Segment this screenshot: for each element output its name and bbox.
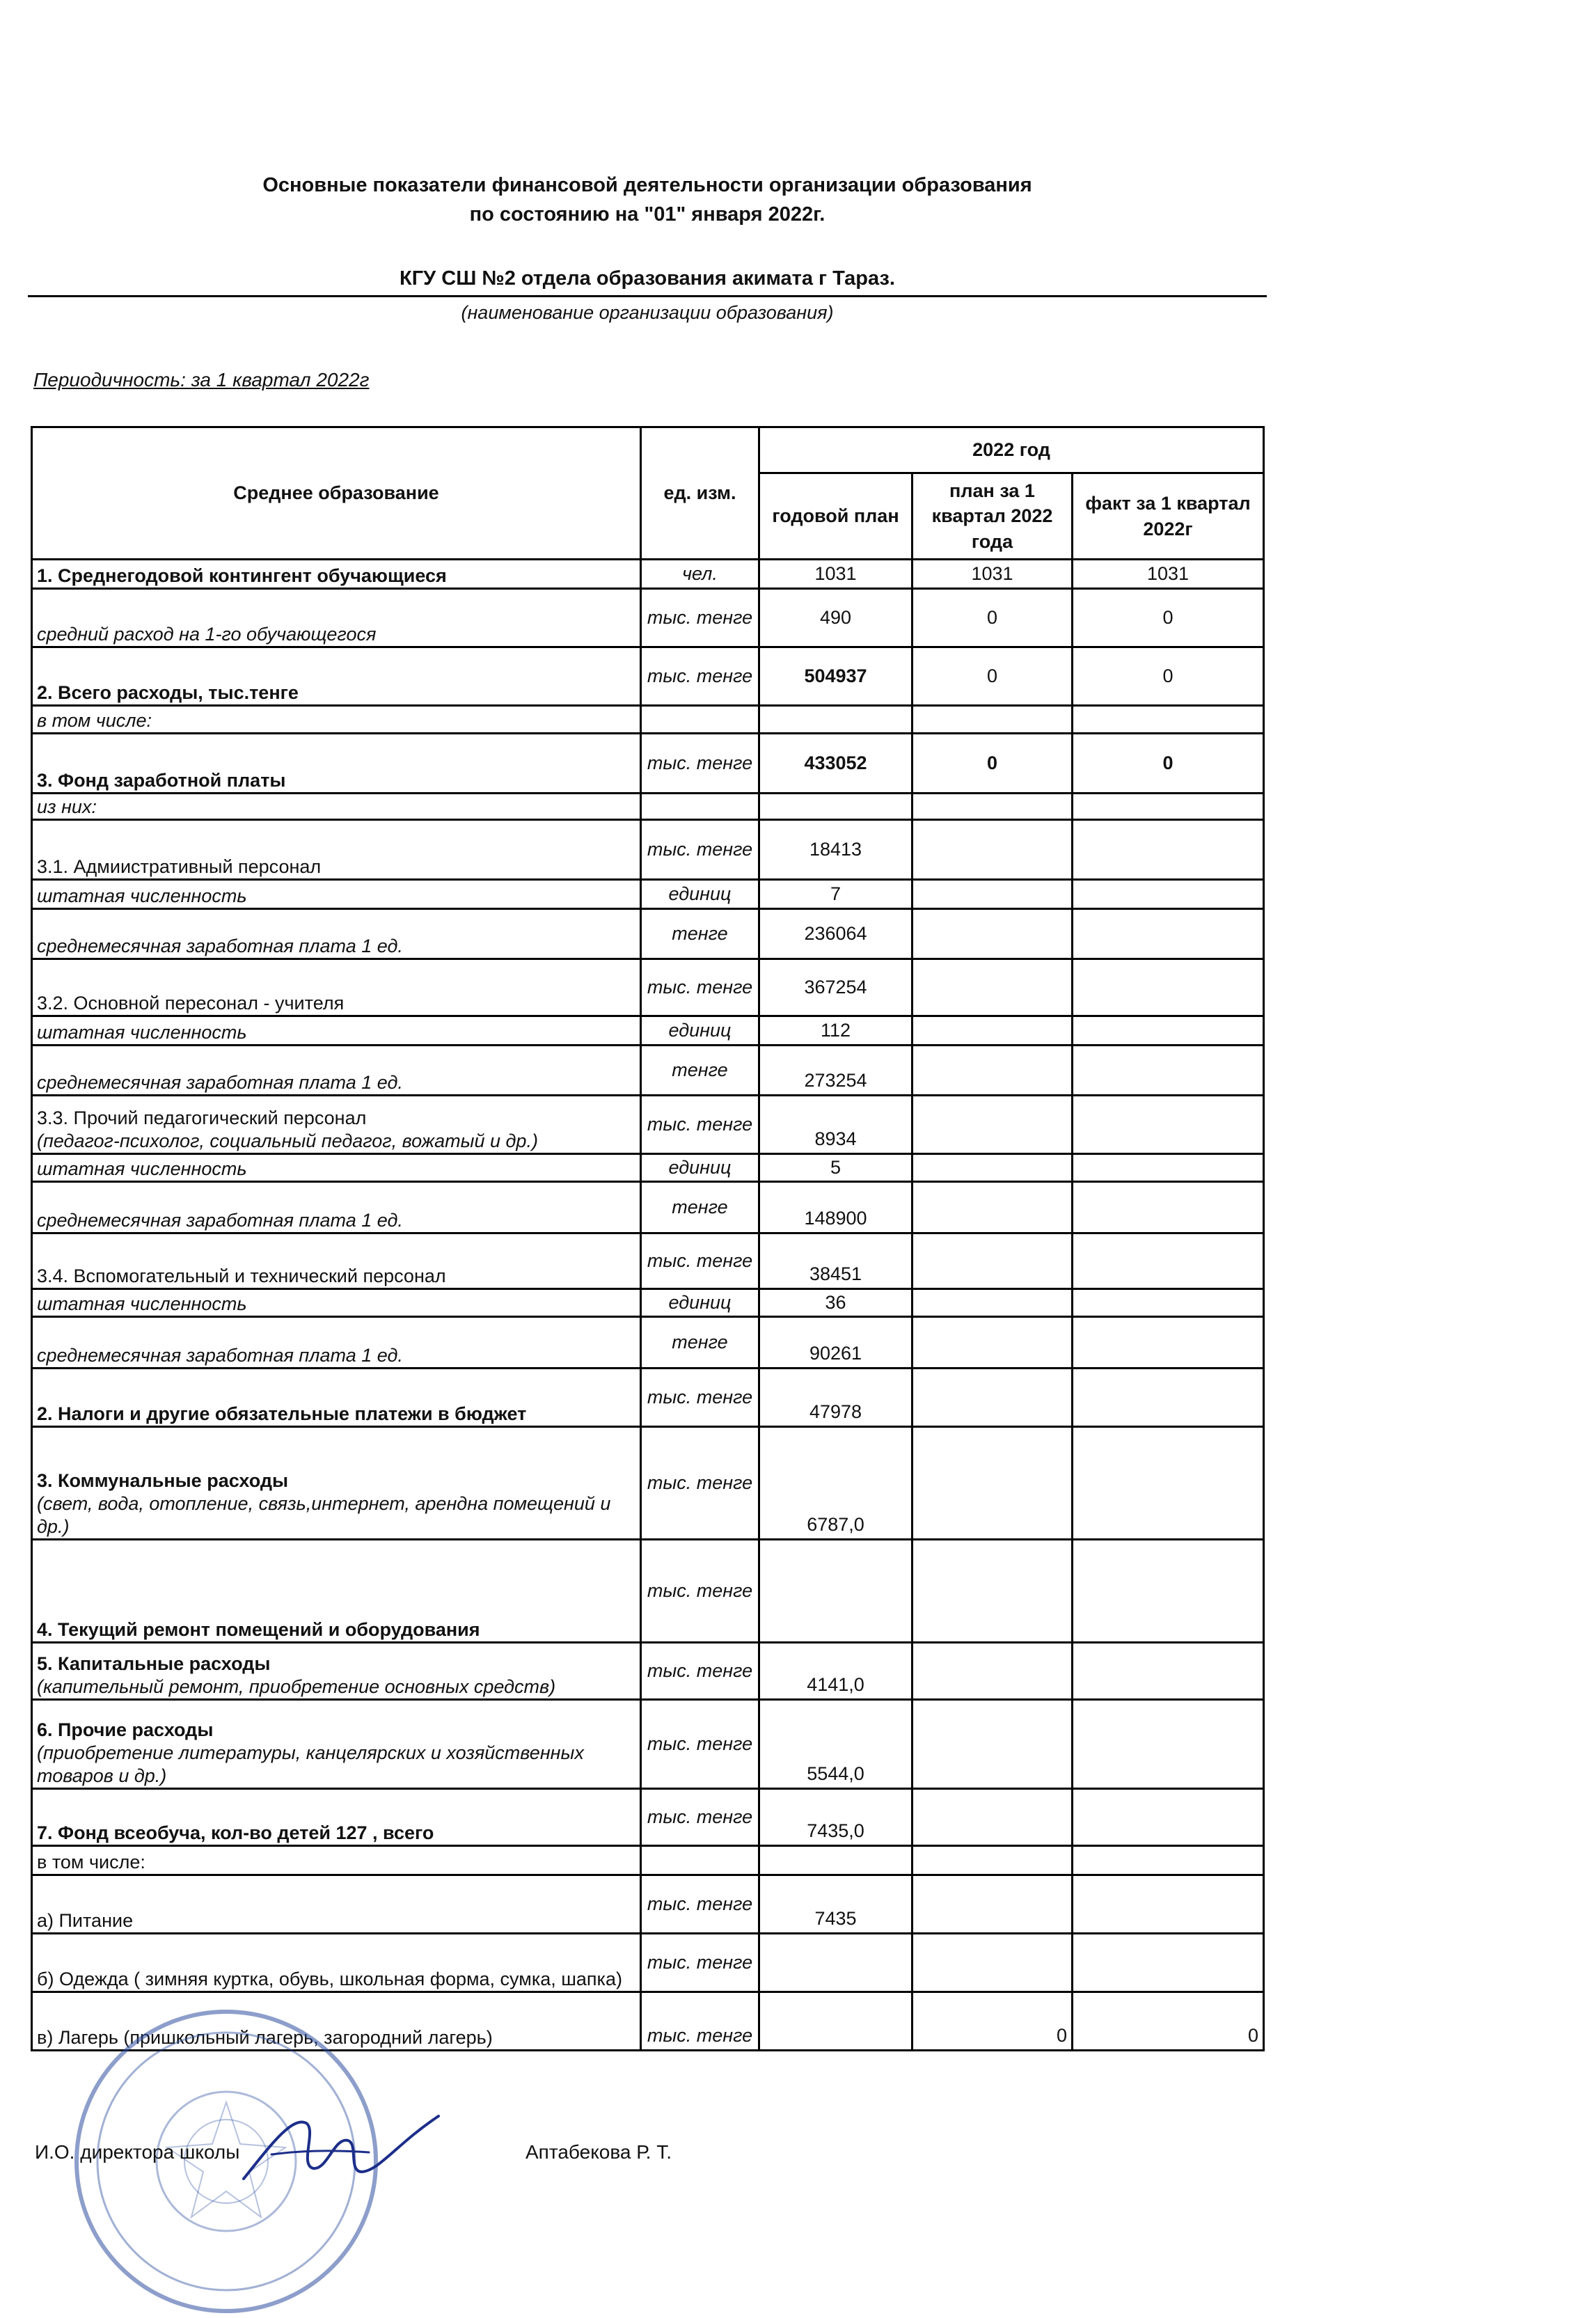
row-q1-fact (1073, 1540, 1264, 1643)
row-label: в) Лагерь (пришкольный лагерь, загородний лагерь) (32, 1992, 641, 2051)
row-q1-plan (912, 959, 1073, 1016)
row-unit: тенге (641, 1182, 759, 1233)
row-q1-fact (1073, 1182, 1264, 1233)
org-name: КГУ СШ №2 отдела образования акимата г Тараз. (400, 267, 895, 290)
table-row (32, 1016, 1264, 1046)
signature (230, 2102, 452, 2193)
table-row (32, 1700, 1264, 1789)
table-row (32, 1934, 1264, 1992)
row-label-detail: (свет, вода, отопление, связь,интернет, арендна помещений и др.) (37, 1493, 611, 1538)
row-q1-fact (1073, 1934, 1264, 1992)
row-annual: 90261 (759, 1317, 912, 1369)
row-q1-plan (912, 1643, 1073, 1700)
row-q1-fact (1073, 1789, 1264, 1846)
row-label-detail: (капительный ремонт, приобретение основных средств) (37, 1676, 556, 1698)
row-unit: тенге (641, 909, 759, 959)
table-row (32, 959, 1264, 1016)
row-q1-fact (1073, 1233, 1264, 1289)
row-label: 3.1. Адмиистративный персонал (32, 820, 641, 880)
row-unit: тыс. тенге (641, 1789, 759, 1846)
row-unit: тыс. тенге (641, 1700, 759, 1789)
row-q1-fact (1073, 1289, 1264, 1317)
row-q1-fact (1073, 794, 1264, 820)
row-unit: тыс. тенге (641, 959, 759, 1016)
table-row (32, 909, 1264, 959)
row-unit: тыс. тенге (641, 1369, 759, 1427)
row-label: штатная численность (32, 1154, 641, 1182)
row-q1-fact: 0 (1073, 589, 1264, 647)
row-unit: тыс. тенге (641, 820, 759, 880)
row-q1-plan (912, 1540, 1073, 1643)
row-annual: 5 (759, 1154, 912, 1182)
row-label: 5. Капитальные расходы (37, 1653, 271, 1675)
row-label: штатная численность (32, 880, 641, 909)
header-year: 2022 год (759, 427, 1264, 473)
table-row (32, 1317, 1264, 1369)
row-label: 3.4. Вспомогательный и технический персонал (32, 1233, 641, 1289)
row-unit: тенге (641, 1046, 759, 1096)
org-name-note: (наименование организации образования) (461, 302, 834, 323)
row-label-cell (32, 1700, 641, 1789)
table-row (32, 734, 1264, 794)
row-label-cell (32, 1427, 641, 1540)
row-q1-fact (1073, 1016, 1264, 1046)
row-annual: 7435,0 (759, 1789, 912, 1846)
row-label: среднемесячная заработная плата 1 ед. (32, 1182, 641, 1233)
table-row (32, 589, 1264, 647)
row-q1-fact: 0 (1073, 647, 1264, 706)
row-q1-plan (912, 1154, 1073, 1182)
row-label: штатная численность (32, 1289, 641, 1317)
row-q1-fact (1073, 1317, 1264, 1369)
row-unit: единиц (641, 1016, 759, 1046)
row-q1-fact (1073, 909, 1264, 959)
row-annual: 273254 (759, 1046, 912, 1096)
row-q1-plan (912, 909, 1073, 959)
row-label: 2. Налоги и другие обязательные платежи в бюджет (32, 1369, 641, 1427)
table-row (32, 1846, 1264, 1875)
row-unit: тыс. тенге (641, 647, 759, 706)
row-label: 3. Коммунальные расходы (37, 1470, 289, 1492)
row-q1-fact (1073, 1046, 1264, 1096)
row-q1-fact (1073, 1369, 1264, 1427)
row-annual: 8934 (759, 1096, 912, 1154)
table-row (32, 1369, 1264, 1427)
row-annual: 490 (759, 589, 912, 647)
row-unit: тыс. тенге (641, 1096, 759, 1154)
row-annual (759, 1992, 912, 2051)
row-q1-plan (912, 1789, 1073, 1846)
row-unit (641, 1846, 759, 1875)
row-q1-plan (912, 1289, 1073, 1317)
row-q1-plan (912, 880, 1073, 909)
row-q1-fact: 0 (1073, 734, 1264, 794)
row-annual: 38451 (759, 1233, 912, 1289)
header-annual: годовой план (759, 473, 912, 560)
financial-table (31, 426, 1265, 2051)
row-unit: тыс. тенге (641, 1427, 759, 1540)
row-unit: тыс. тенге (641, 1643, 759, 1700)
table-row (32, 1540, 1264, 1643)
row-label: 2. Всего расходы, тыс.тенге (32, 647, 641, 706)
row-unit: тыс. тенге (641, 734, 759, 794)
row-label: среднемесячная заработная плата 1 ед. (32, 1317, 641, 1369)
row-label: 3.3. Прочий педагогический персонал (37, 1107, 367, 1129)
row-annual (759, 1934, 912, 1992)
table-row (32, 880, 1264, 909)
row-unit: чел. (641, 560, 759, 589)
row-label: штатная численность (32, 1016, 641, 1046)
row-unit: единиц (641, 1289, 759, 1317)
row-unit: тыс. тенге (641, 1540, 759, 1643)
row-annual: 36 (759, 1289, 912, 1317)
row-annual: 6787,0 (759, 1427, 912, 1540)
row-annual: 18413 (759, 820, 912, 880)
header-q1-fact: факт за 1 квартал 2022г (1073, 473, 1264, 560)
row-label: среднемесячная заработная плата 1 ед. (32, 909, 641, 959)
row-annual: 1031 (759, 560, 912, 589)
row-label: 4. Текущий ремонт помещений и оборудования (32, 1540, 641, 1643)
row-label: из них: (32, 794, 641, 820)
row-unit: тыс. тенге (641, 1934, 759, 1992)
row-q1-fact (1073, 1875, 1264, 1934)
row-label: в том числе: (32, 1846, 641, 1875)
row-label: средний расход на 1-го обучающегося (32, 589, 641, 647)
row-q1-plan: 0 (912, 589, 1073, 647)
row-q1-plan (912, 1182, 1073, 1233)
row-unit: тыс. тенге (641, 1992, 759, 2051)
row-q1-fact (1073, 880, 1264, 909)
row-q1-fact (1073, 1700, 1264, 1789)
doc-title-line1: Основные показатели финансовой деятельности организации образования (262, 174, 1032, 196)
row-q1-fact (1073, 959, 1264, 1016)
row-label: а) Питание (32, 1875, 641, 1934)
row-annual (759, 794, 912, 820)
table-row (32, 1643, 1264, 1700)
row-label: б) Одежда ( зимняя куртка, обувь, школьная форма, сумка, шапка) (32, 1934, 641, 1992)
row-annual: 433052 (759, 734, 912, 794)
table-row (32, 1046, 1264, 1096)
header-unit: ед. изм. (641, 427, 759, 560)
signer-title: И.О. директора школы (35, 2141, 240, 2163)
row-annual: 5544,0 (759, 1700, 912, 1789)
table-row (32, 1154, 1264, 1182)
table-row (32, 1233, 1264, 1289)
row-q1-plan (912, 1046, 1073, 1096)
row-label-detail: (педагог-психолог, социальный педагог, вожатый и др.) (37, 1130, 538, 1152)
row-q1-fact: 0 (1073, 1992, 1264, 2051)
row-annual: 236064 (759, 909, 912, 959)
table-row (32, 647, 1264, 706)
row-q1-plan: 0 (912, 734, 1073, 794)
row-unit: тенге (641, 1317, 759, 1369)
row-annual: 47978 (759, 1369, 912, 1427)
table-row (32, 820, 1264, 880)
table-row (32, 1789, 1264, 1846)
row-annual: 112 (759, 1016, 912, 1046)
row-label: среднемесячная заработная плата 1 ед. (32, 1046, 641, 1096)
row-label: 3.2. Основной пересонал - учителя (32, 959, 641, 1016)
row-label: 7. Фонд всеобуча, кол-во детей 127 , всего (32, 1789, 641, 1846)
row-q1-fact (1073, 820, 1264, 880)
table-row (32, 560, 1264, 589)
table-row (32, 1289, 1264, 1317)
row-q1-fact (1073, 1154, 1264, 1182)
row-q1-plan (912, 1096, 1073, 1154)
row-label-cell (32, 1643, 641, 1700)
row-label-detail: (приобретение литературы, канцелярских и хозяйственных товаров и др.) (37, 1742, 584, 1787)
row-unit: единиц (641, 1154, 759, 1182)
header-q1-plan: план за 1 квартал 2022 года (912, 473, 1073, 560)
row-q1-plan (912, 706, 1073, 734)
row-unit: тыс. тенге (641, 1233, 759, 1289)
row-annual (759, 1540, 912, 1643)
row-label: в том числе: (32, 706, 641, 734)
row-q1-plan (912, 1427, 1073, 1540)
row-unit (641, 794, 759, 820)
doc-title-line2: по состоянию на "01" января 2022г. (469, 203, 825, 226)
header-main: Среднее образование (32, 427, 641, 560)
row-q1-fact (1073, 706, 1264, 734)
row-q1-plan (912, 1846, 1073, 1875)
row-q1-plan: 1031 (912, 560, 1073, 589)
row-annual: 7435 (759, 1875, 912, 1934)
row-q1-plan (912, 1317, 1073, 1369)
row-q1-fact (1073, 1096, 1264, 1154)
row-annual: 367254 (759, 959, 912, 1016)
row-unit: единиц (641, 880, 759, 909)
row-label-cell (32, 1096, 641, 1154)
row-q1-fact (1073, 1427, 1264, 1540)
table-row (32, 1427, 1264, 1540)
row-q1-plan (912, 1233, 1073, 1289)
row-annual: 4141,0 (759, 1643, 912, 1700)
row-annual (759, 1846, 912, 1875)
row-q1-plan (912, 1016, 1073, 1046)
row-q1-plan (912, 1875, 1073, 1934)
row-q1-plan: 0 (912, 647, 1073, 706)
row-q1-plan (912, 1700, 1073, 1789)
row-q1-plan: 0 (912, 1992, 1073, 2051)
table-row (32, 1096, 1264, 1154)
row-annual: 7 (759, 880, 912, 909)
row-unit (641, 706, 759, 734)
row-q1-plan (912, 1934, 1073, 1992)
row-annual: 148900 (759, 1182, 912, 1233)
row-label: 1. Среднегодовой контингент обучающиеся (32, 560, 641, 589)
row-q1-plan (912, 1369, 1073, 1427)
table-row (32, 794, 1264, 820)
table-row (32, 1182, 1264, 1233)
row-label: 3. Фонд заработной платы (32, 734, 641, 794)
row-q1-fact (1073, 1643, 1264, 1700)
row-unit: тыс. тенге (641, 1875, 759, 1934)
row-annual (759, 706, 912, 734)
row-q1-plan (912, 794, 1073, 820)
row-q1-fact (1073, 1846, 1264, 1875)
row-q1-fact: 1031 (1073, 560, 1264, 589)
org-name-underline (28, 295, 1267, 297)
row-annual: 504937 (759, 647, 912, 706)
row-q1-plan (912, 820, 1073, 880)
row-label: 6. Прочие расходы (37, 1719, 214, 1741)
row-unit: тыс. тенге (641, 589, 759, 647)
periodicity: Периодичность: за 1 квартал 2022г (33, 369, 370, 391)
table-row (32, 706, 1264, 734)
signer-name: Аптабекова Р. Т. (526, 2141, 672, 2163)
table-row (32, 1875, 1264, 1934)
